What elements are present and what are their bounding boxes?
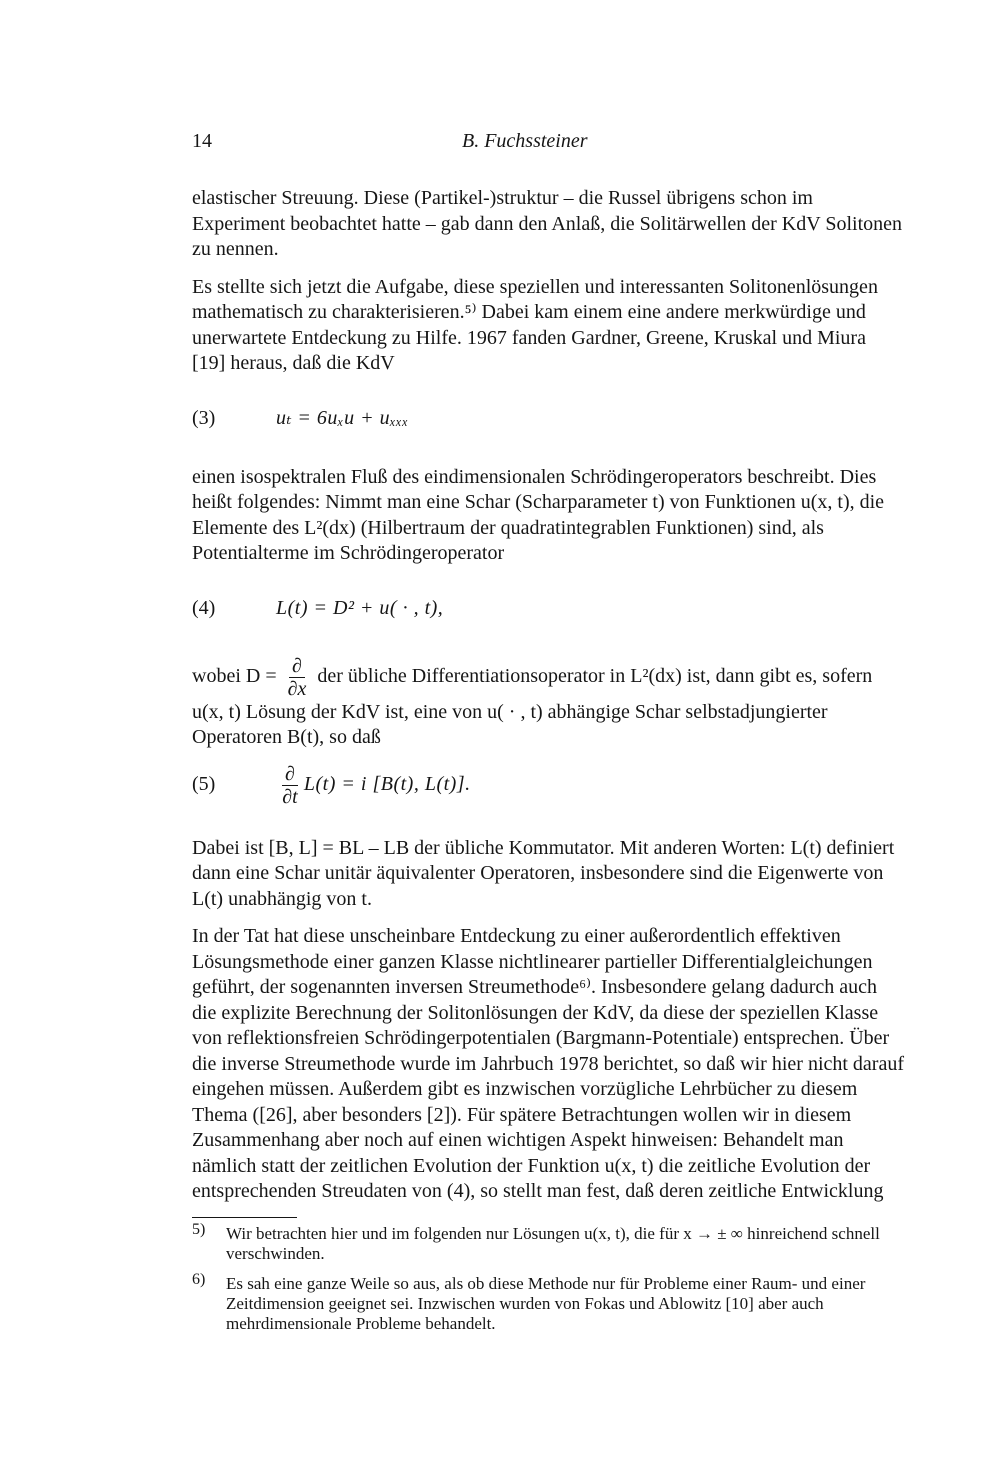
running-head-author: B. Fuchssteiner: [462, 130, 588, 152]
d-dx-numerator: ∂: [289, 655, 305, 678]
paragraph-6: In der Tat hat diese unscheinbare Entdeckung zu einer außerordentlich effektiven Lösungsmethode einer ganzen Klasse nichtlinearer partieller Differentialgleichungen geführt, der sogenannten inversen Streumethode⁶⁾. Insbesondere gelang dadurch auch die explizite Berechnung der Solitonlösungen der KdV, da diese der speziellen Klasse von reflektionsfreien Schrödingerpotentialen (Bargmann-Potentiale) entsprechen. Über die inverse Streumethode wurde im Jahrbuch 1978 berichtet, so daß wir hier nicht darauf eingehen müssen. Außerdem gibt es inzwischen vorzügliche Lehrbücher zu diesem Thema ([26], aber besonders [2]). Für spätere Betrachtungen wollen wir in diesem Zusammenhang aber noch auf einen wichtigen Aspekt hinweisen: Behandelt man nämlich statt der zeitlichen Evolution der Funktion u(x, t) die zeitliche Evolution der entsprechenden Streudaten von (4), so stellt man fest, daß deren zeitliche Entwicklung: [192, 925, 905, 1202]
paragraph-4: [192, 655, 904, 751]
body-text: [192, 186, 904, 1344]
d-dt-denominator: ∂t: [282, 785, 298, 808]
footnote-6-text: Es sah eine ganze Weile so aus, als ob diese Methode nur für Probleme einer Raum- und einer Zeitdimension geeignet sei. Inzwischen wurden von Fokas und Ablowitz [10] aber auch mehrdimensionale Probleme behandelt.: [226, 1273, 866, 1333]
equation-5: [192, 763, 904, 808]
equation-3-number: (3): [192, 406, 216, 429]
d-dt-numerator: ∂: [282, 763, 298, 786]
footnote-5: [192, 1220, 904, 1264]
equation-4-body: L(t) = D² + u( · , t),: [276, 596, 444, 619]
paragraph-3: einen isospektralen Fluß des eindimensionalen Schrödingeroperators beschreibt. Dies heißt folgendes: Nimmt man eine Schar (Scharparameter t) von Funktionen u(x, t), die Elemente des L²(dx) (Hilbertraum der quadratintegrablen Funktionen) sind, als Potentialterme im Schrödingeroperator: [192, 465, 885, 564]
page-number: 14: [192, 130, 212, 152]
paragraph-5: Dabei ist [B, L] = BL – LB der übliche Kommutator. Mit anderen Worten: L(t) definiert dann eine Schar unitär äquivalenter Operatoren, insbesondere sind die Eigenwerte von L(t) unabhängig von t.: [192, 836, 895, 910]
paragraph-2: Es stellte sich jetzt die Aufgabe, diese speziellen und interessanten Solitonenlösungen mathematisch zu charakterisieren.⁵⁾ Dabei kam einem eine andere merkwürdige und unerwartete Entdeckung zu Hilfe. 1967 fanden Gardner, Greene, Kruskal und Miura [19] heraus, daß die KdV: [192, 275, 878, 374]
page-header: [192, 130, 912, 160]
d-dx-denominator: ∂x: [287, 677, 307, 700]
paragraph-4-prefix: wobei D =: [192, 664, 277, 687]
paragraph-4-rest: der übliche Differentiationsoperator in L²(dx) ist, dann gibt es, sofern u(x, t) Lösung der KdV ist, eine von u( · , t) abhängige Schar selbstadjungierter Operatoren B(t), so daß: [192, 664, 873, 748]
paragraph-1: elastischer Streuung. Diese (Partikel-)struktur – die Russel übrigens schon im Experiment beobachtet hatte – gab dann den Anlaß, die Solitärwellen der KdV Solitonen zu nennen.: [192, 187, 902, 260]
footnote-5-mark: 5): [192, 1220, 206, 1238]
d-dt-fraction: [282, 763, 298, 808]
equation-3: [192, 399, 904, 439]
equation-5-number: (5): [192, 773, 216, 796]
d-dx-fraction: [288, 655, 307, 700]
footnote-6-mark: 6): [192, 1270, 206, 1288]
footnote-6: [192, 1270, 904, 1334]
footnote-5-text: Wir betrachten hier und im folgenden nur Lösungen u(x, t), die für x → ± ∞ hinreichend schnell verschwinden.: [226, 1223, 880, 1263]
equation-5-body: L(t) = i [B(t), L(t)].: [303, 773, 471, 796]
footnote-divider: [192, 1217, 297, 1218]
equation-4-number: (4): [192, 596, 216, 619]
equation-4: [192, 589, 904, 629]
equation-3-body: uₜ = 6uₓu + uₓₓₓ: [276, 406, 409, 429]
